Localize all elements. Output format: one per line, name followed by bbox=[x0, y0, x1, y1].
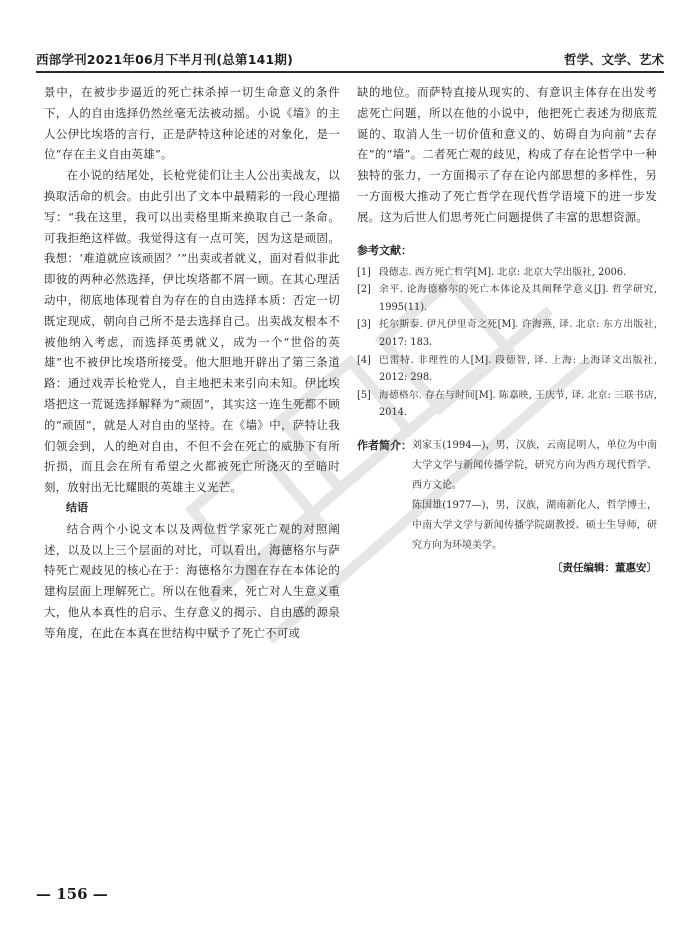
reference-number: [5] bbox=[357, 389, 371, 401]
reference-text: 巴雷特. 非理性的人[M]. 段德智, 译. 上海: 上海译文出版社, 2012: 298. bbox=[379, 354, 657, 384]
section-name: 哲学、文学、艺术 bbox=[563, 52, 664, 67]
section-heading: 结语 bbox=[66, 500, 88, 514]
author-label: 作者简介： bbox=[357, 438, 412, 452]
references-title: 参考文献： bbox=[357, 243, 412, 257]
reference-text: 余平. 论海德格尔的死亡本体论及其阐释学意义[J]. 哲学研究, 1995(11). bbox=[379, 284, 657, 313]
responsible-editor: 〔责任编辑：董惠安〕 bbox=[552, 561, 657, 574]
reference-item bbox=[357, 316, 657, 351]
body-paragraph: 景中，在被步步逼近的死亡抹杀掉一切生命意义的条件下，人的自由选择仍然丝毫无法被动摇。小说《墙》的主人公伊比埃塔的言行，正是萨特这种论述的对象化，是一位“存在主义自由英雄”。 bbox=[44, 85, 340, 162]
author-bios bbox=[412, 436, 657, 556]
journal-name: 西部学刊2021年06月下半月刊(总第141期) bbox=[36, 52, 294, 67]
reference-number: [4] bbox=[357, 354, 371, 366]
reference-item bbox=[357, 352, 657, 387]
reference-number: [3] bbox=[357, 319, 371, 331]
reference-item bbox=[357, 264, 657, 282]
reference-item bbox=[357, 387, 657, 422]
body-paragraph: 结合两个小说文本以及两位哲学家死亡观的对照阐述，以及以上三个层面的对比，可以看出，海德格尔与萨特死亡观歧见的核心在于：海德格尔力图在存在本体论的建构层面上理解死亡。所以在他看来，死亡对人生意义重大，他从本真性的启示、生存意义的揭示、自由感的源泉等角度，在此在本真在世结构中赋予了死亡不可或 bbox=[44, 521, 340, 640]
reference-number: [2] bbox=[357, 284, 371, 296]
body-paragraph: 在小说的结尾处，长枪党徒们让主人公出卖战友，以换取活命的机会。由此引出了文本中最精彩的一段心理描写：“我在这里，我可以出卖格里斯来换取自己一条命。可我拒绝这样做。我觉得这有一点可笑，因为这是顽固。我想：‘难道就应该顽固？’”出卖或者就义，面对看似非此即彼的两种必然选择，伊比埃塔都不屑一顾。在其心理活动中，彻底地体现着自为存在的自由选择本质：否定一切既定现成，朝向自己所不是去选择自己。出卖战友根本不被他纳入考虑，而选择英勇就义，成为一个“世俗的英雄”也不被伊比埃塔所接受。他大胆地开辟出了第三条道路：通过戏弄长枪党人，自主地把未来引向未知。伊比埃塔把这一荒诞选择解释为“顽固”，其实这一连生死都不顾的“顽固”，就是人对自由的坚持。在《墙》中，萨特让我们领会到，人的绝对自由，不但不会在死亡的威胁下有所折损，而且会在所有希望之火都被死亡所浇灭的至暗时刻，放射出无比耀眼的英雄主义光芒。 bbox=[44, 168, 340, 495]
reference-text: 托尔斯泰. 伊凡伊里奇之死[M]. 许海燕, 译. 北京: 东方出版社, 2017: 183. bbox=[379, 319, 657, 348]
header-rule bbox=[36, 71, 664, 73]
right-column bbox=[357, 82, 657, 575]
reference-number: [1] bbox=[357, 266, 371, 278]
author-bio: 刘家玉(1994—)，男，汉族，云南昆明人，单位为中南大学文学与新闻传播学院，研究方向为西方现代哲学、西方文论。 bbox=[412, 439, 657, 491]
reference-text: 海德格尔. 存在与时间[M]. 陈嘉映, 王庆节, 译. 北京: 三联书店, 2014. bbox=[379, 389, 657, 419]
body-paragraph: 缺的地位。而萨特直接从现实的、有意识主体存在出发考虑死亡问题，所以在他的小说中，他把死亡表述为彻底荒诞的、取消人生一切价值和意义的、妨碍自为向前“去存在”的“墙”。二者死亡观的歧见，构成了存在论哲学中一种独特的张力，一方面揭示了存在论内部思想的多样性，另一方面极大推动了死亡哲学在现代哲学语境下的进一步发展。这为后世人们思考死亡问题提供了丰富的思想资源。 bbox=[357, 85, 657, 224]
page-number: — 156 — bbox=[36, 885, 108, 903]
left-column bbox=[44, 82, 340, 644]
author-bio: 陈国雄(1977—)，男，汉族，湖南新化人，哲学博士，中南大学文学与新闻传播学院副教授、硕士生导师，研究方向为环境美学。 bbox=[412, 499, 657, 551]
references-list bbox=[357, 264, 657, 422]
running-header bbox=[36, 50, 664, 66]
reference-text: 段德志. 西方死亡哲学[M]. 北京: 北京大学出版社, 2006. bbox=[379, 266, 627, 278]
reference-item bbox=[357, 281, 657, 316]
author-info bbox=[357, 436, 657, 556]
